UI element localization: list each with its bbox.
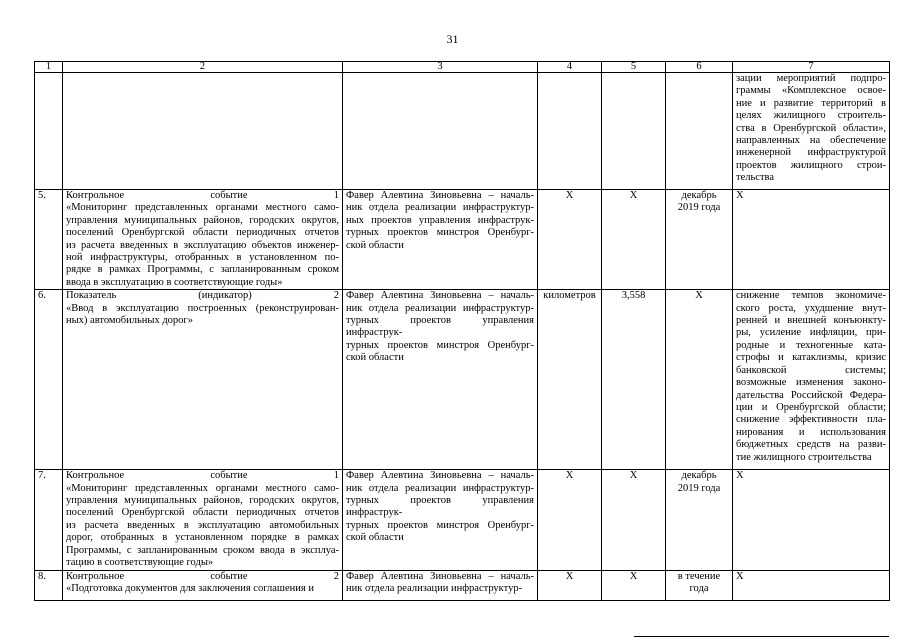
event-cell-line: Контрольное событие 2	[66, 570, 339, 582]
page-number: 31	[446, 32, 459, 46]
responsible-cell-line: ской области	[346, 239, 404, 251]
unit-cell: Х	[538, 470, 602, 570]
responsible-cell-line: турных проектов минстроя Оренбург-	[346, 227, 534, 239]
row-number: 5.	[35, 190, 63, 290]
deadline-cell-line: декабрь	[681, 470, 717, 482]
risk-cell-line: ры, усиление инфляции, при-	[736, 327, 886, 339]
footer-rule	[634, 636, 889, 637]
responsible-cell-line: ской области	[346, 352, 404, 364]
deadline-cell-line: в течение	[677, 570, 721, 582]
deadline-cell	[666, 73, 733, 190]
risk-cell-line: дательства Российской Федера-	[736, 389, 886, 401]
responsible-cell	[343, 470, 538, 570]
event-cell-line: поселений Оренбургской области периодичных отчетов	[66, 227, 339, 239]
header-cell: 3	[343, 62, 538, 73]
event-cell-line: управления муниципальных районов, городских округов,	[66, 214, 339, 226]
event-cell-line: Программы, с запланированным сроком ввода в эксплуа-	[66, 544, 339, 556]
header-cell: 2	[63, 62, 343, 73]
value-cell	[602, 73, 666, 190]
risk-cell-line: ции и Оренбургской области;	[736, 401, 886, 413]
responsible-cell-line: Фавер Алевтина Зиновьевна – началь-	[346, 570, 534, 582]
event-cell-line: дорог, отобранных в установленном порядке в рамках	[66, 532, 339, 544]
event-cell-line: ввода в эксплуатацию в соответствующие годы»	[66, 276, 283, 288]
event-cell	[63, 73, 343, 190]
event-cell-line: Контрольное событие 1	[66, 190, 339, 201]
event-cell-line: тацию в соответствующие годы»	[66, 557, 214, 569]
event-cell-line: Контрольное событие 1	[66, 470, 339, 482]
risk-cell-line: бюджетных средств на разви-	[736, 439, 886, 451]
risk-cell-line: ренней и внешней конъюнкту-	[736, 315, 886, 327]
deadline-cell-line: 2019 года	[677, 482, 721, 494]
event-cell-line: управления муниципальных районов, городских округов,	[66, 495, 339, 507]
risk-cell-line: Х	[736, 570, 744, 582]
deadline-cell	[666, 190, 733, 290]
table-row	[35, 470, 890, 570]
event-cell-line: «Подготовка документов для заключения соглашения и	[66, 582, 314, 594]
header-cell: 1	[35, 62, 63, 73]
header-cell: 6	[666, 62, 733, 73]
header-row	[35, 62, 890, 73]
responsible-cell	[343, 190, 538, 290]
table-row	[35, 190, 890, 290]
responsible-cell-line: ник отдела реализации инфраструктур-	[346, 582, 523, 594]
event-cell	[63, 290, 343, 470]
event-cell-line: Показатель (индикатор) 2	[66, 290, 339, 302]
event-cell-line: «Мониторинг представленных органами местного само-	[66, 482, 339, 494]
unit-cell: Х	[538, 570, 602, 600]
responsible-cell-line: ской области	[346, 532, 404, 544]
responsible-cell-line: турных проектов минстроя Оренбург-	[346, 339, 534, 351]
risk-cell-line: нирования и использования	[736, 426, 886, 438]
event-cell-line: ных) автомобильных дорог»	[66, 315, 193, 327]
risk-cell-line: ние и развитие территорий в	[736, 97, 886, 109]
deadline-cell-line: года	[689, 582, 709, 594]
risk-cell-line: зации мероприятий подпро-	[736, 73, 886, 84]
unit-cell: Х	[538, 190, 602, 290]
event-cell-line: «Ввод в эксплуатацию построенных (реконструирован-	[66, 302, 339, 314]
deadline-cell-line: 2019 года	[677, 202, 721, 214]
event-cell	[63, 190, 343, 290]
table-row	[35, 570, 890, 600]
risk-cell-line: целях жилищного строитель-	[736, 110, 886, 122]
risk-cell-line: строфы и катаклизмы, кризис	[736, 352, 886, 364]
value-cell: Х	[602, 470, 666, 570]
event-cell-line: рядке в рамках Программы, с запланированным сроком	[66, 264, 339, 276]
risk-cell-line: проектов жилищного строи-	[736, 159, 886, 171]
risk-cell-line: ского роста, ухудшение внут-	[736, 302, 886, 314]
responsible-cell-line: Фавер Алевтина Зиновьевна – началь-	[346, 470, 534, 482]
risk-cell-line: Х	[736, 470, 744, 482]
header-cell: 5	[602, 62, 666, 73]
event-cell	[63, 470, 343, 570]
header-cell: 7	[733, 62, 890, 73]
unit-cell: километров	[538, 290, 602, 470]
responsible-cell-line: турных проектов управления инфраструк-	[346, 495, 534, 519]
row-number: 7.	[35, 470, 63, 570]
value-cell: 3,558	[602, 290, 666, 470]
risk-cell	[733, 190, 890, 290]
responsible-cell-line: ник отдела реализации инфраструктур-	[346, 302, 534, 314]
risk-cell-line: граммы «Комплексное освое-	[736, 85, 886, 97]
event-cell	[63, 570, 343, 600]
risk-cell	[733, 570, 890, 600]
risk-cell-line: родные и техногенные ката-	[736, 339, 886, 351]
responsible-cell-line: ных проектов управления инфраструк-	[346, 214, 534, 226]
deadline-cell	[666, 290, 733, 470]
unit-cell	[538, 73, 602, 190]
risk-cell-line: снижение эффективности пла-	[736, 414, 886, 426]
event-cell-line: «Мониторинг представленных органами местного само-	[66, 202, 339, 214]
responsible-cell-line: Фавер Алевтина Зиновьевна – началь-	[346, 290, 534, 302]
risk-cell	[733, 73, 890, 190]
risk-cell-line: Х	[736, 190, 744, 201]
table-row	[35, 290, 890, 470]
responsible-cell-line: турных проектов минстроя Оренбург-	[346, 519, 534, 531]
risk-cell-line: банковской системы;	[736, 364, 886, 376]
responsible-cell-line: ник отдела реализации инфраструктур-	[346, 202, 534, 214]
header-cell: 4	[538, 62, 602, 73]
responsible-cell	[343, 73, 538, 190]
value-cell: Х	[602, 570, 666, 600]
responsible-cell	[343, 570, 538, 600]
risk-cell-line: инженерной инфраструктурой	[736, 147, 886, 159]
value-cell: Х	[602, 190, 666, 290]
deadline-cell-line: декабрь	[681, 190, 717, 201]
risk-cell	[733, 290, 890, 470]
deadline-cell	[666, 470, 733, 570]
row-number	[35, 73, 63, 190]
risk-cell-line: возможные изменения законо-	[736, 377, 886, 389]
responsible-cell-line: ник отдела реализации инфраструктур-	[346, 482, 534, 494]
table-body	[35, 73, 890, 601]
table-row	[35, 73, 890, 190]
row-number: 8.	[35, 570, 63, 600]
event-cell-line: из расчета введенных в эксплуатацию объектов инженер-	[66, 239, 339, 251]
responsible-cell-line: Фавер Алевтина Зиновьевна – началь-	[346, 190, 534, 201]
risk-cell-line: направленных на обеспечение	[736, 135, 886, 147]
event-cell-line: поселений Оренбургской области периодичных отчетов	[66, 507, 339, 519]
risk-cell-line: тельства	[736, 172, 775, 184]
deadline-cell	[666, 570, 733, 600]
risk-cell-line: тие жилищного строительства	[736, 451, 872, 463]
responsible-cell	[343, 290, 538, 470]
risk-cell-line: снижение темпов экономиче-	[736, 290, 886, 302]
event-cell-line: из расчета введенных в эксплуатацию автомобильных	[66, 519, 339, 531]
event-cell-line: ной инфраструктуры, отобранных в установленном по-	[66, 252, 339, 264]
row-number: 6.	[35, 290, 63, 470]
risk-cell	[733, 470, 890, 570]
plan-table	[34, 61, 890, 601]
risk-cell-line: ства в Оренбургской области»,	[736, 122, 886, 134]
responsible-cell-line: турных проектов управления инфраструк-	[346, 315, 534, 339]
deadline-cell-line: Х	[695, 290, 703, 302]
